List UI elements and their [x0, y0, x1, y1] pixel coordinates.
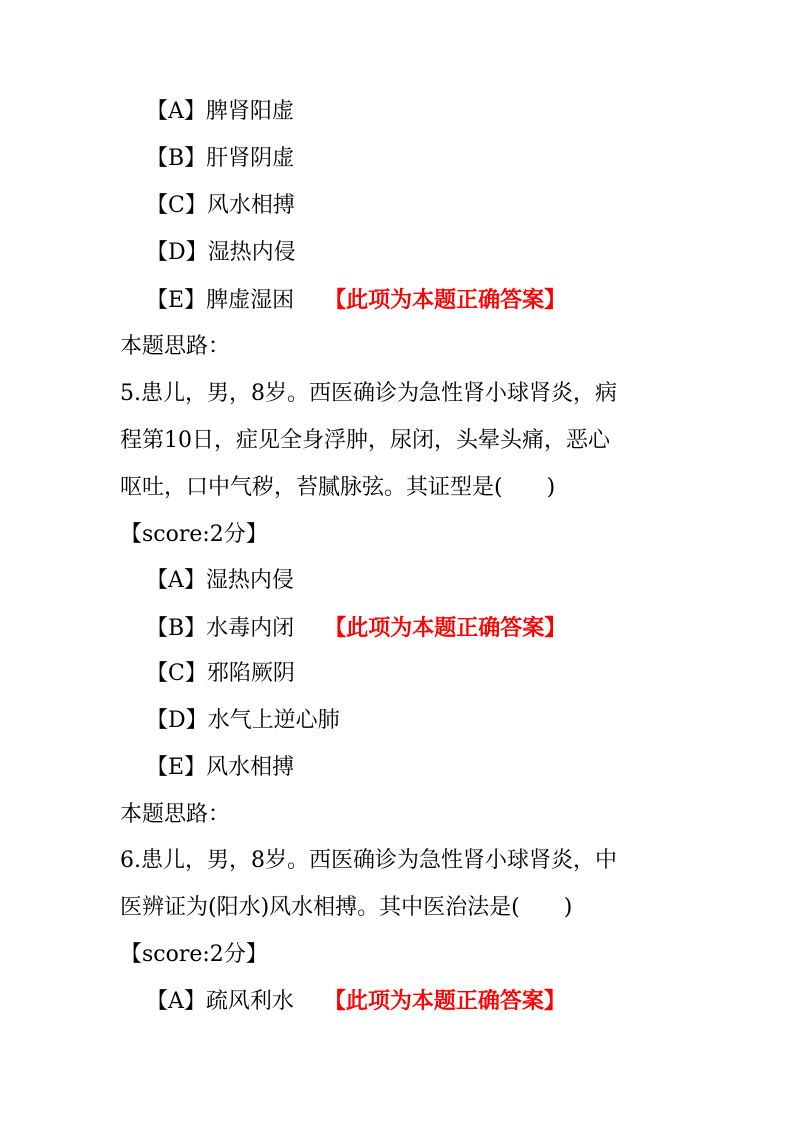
- question-text-line: 医辨证为(阳水)风水相搏。其中医治法是( ): [120, 895, 573, 920]
- solution-idea-label: 本题思路：: [120, 334, 231, 359]
- option-text: 脾肾阳虚: [205, 99, 294, 124]
- option-e: [146, 285, 566, 316]
- score-label: 【score:2分】: [120, 522, 268, 547]
- option-a: [146, 97, 294, 127]
- option-d: [146, 238, 296, 268]
- option-b: [146, 613, 566, 644]
- option-letter: 【E】: [146, 288, 207, 313]
- option-text: 湿热内侵: [205, 568, 294, 593]
- option-b: [146, 144, 294, 174]
- option-letter: 【E】: [146, 755, 207, 780]
- option-text: 邪陷厥阴: [206, 661, 295, 686]
- option-text: 风水相搏: [206, 755, 295, 780]
- option-c: [146, 659, 295, 689]
- question-text-line: 5.患儿，男，8岁。西医确诊为急性肾小球肾炎，病: [120, 381, 617, 406]
- option-e: [146, 753, 294, 783]
- option-letter: 【A】: [146, 568, 206, 593]
- option-text: 湿热内侵: [207, 240, 296, 265]
- option-letter: 【A】: [146, 989, 206, 1014]
- option-letter: 【C】: [146, 193, 207, 218]
- correct-answer-marker: 【此项为本题正确答案】: [324, 615, 567, 641]
- option-text: 疏风利水: [205, 989, 294, 1014]
- correct-answer-marker: 【此项为本题正确答案】: [324, 287, 567, 313]
- option-letter: 【C】: [146, 661, 207, 686]
- question-text-line: 6.患儿，男，8岁。西医确诊为急性肾小球肾炎，中: [120, 848, 617, 873]
- option-text: 脾虚湿困: [206, 288, 295, 313]
- option-text: 水毒内闭: [206, 616, 295, 641]
- option-letter: 【D】: [146, 240, 208, 265]
- question-text-line: 呕吐，口中气秽，苔腻脉弦。其证型是( ): [120, 475, 556, 500]
- option-text: 肝肾阴虚: [206, 146, 295, 171]
- option-text: 水气上逆心肺: [207, 708, 340, 733]
- option-letter: 【B】: [146, 616, 207, 641]
- option-letter: 【B】: [146, 146, 207, 171]
- option-c: [146, 191, 295, 221]
- option-letter: 【A】: [146, 99, 206, 124]
- solution-idea-label: 本题思路：: [120, 802, 231, 827]
- correct-answer-marker: 【此项为本题正确答案】: [323, 988, 566, 1014]
- option-letter: 【D】: [146, 708, 208, 733]
- option-d: [146, 706, 340, 736]
- option-text: 风水相搏: [206, 193, 295, 218]
- score-label: 【score:2分】: [120, 942, 268, 967]
- question-text-line: 程第10日，症见全身浮肿，尿闭，头晕头痛，恶心: [120, 428, 610, 453]
- option-a: [146, 566, 294, 596]
- option-a: [146, 986, 566, 1017]
